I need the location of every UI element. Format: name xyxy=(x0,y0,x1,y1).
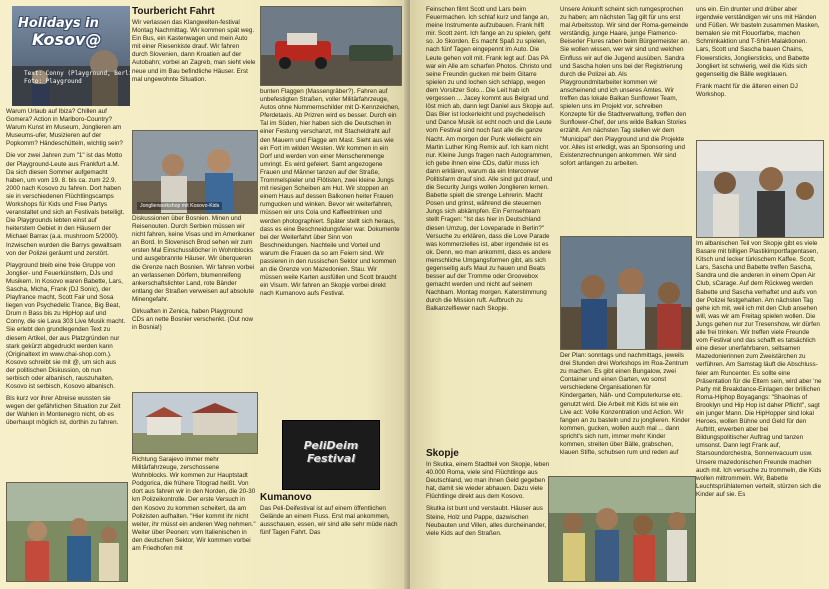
dj-workshop-image xyxy=(697,141,823,237)
right-column-2 xyxy=(560,6,690,231)
children-photo-right xyxy=(548,476,696,582)
left-column-3 xyxy=(260,88,400,418)
festival-logo: PeliDeim Festival xyxy=(303,439,359,465)
photo-credit: Foto: Playground xyxy=(24,78,82,85)
body-paragraph: Richtung Sarajevo immer mehr Militärfahrzeuge, zerschossene Wohnblocks. Wir kommen zur Hauptstadt Podgorica, die frühere Titograd heißt. Von dort aus fahren wir in den Norden, die 20-30 km Polizeikontrolle. Der erste Versuch in den Kosovo zu kommen scheitert, da am Polizisten aufhalten. "Hier kommt ihr nicht weiter, ihr müsst ein anderen Weg nehmen." Weiter über Peonen: vom Italienischen in den deutschen Sektor, Wir kommen vorbei am Friedhofen mit xyxy=(132,456,256,553)
houses-photo xyxy=(132,392,258,454)
body-paragraph: Playground bleib eine freie Gruppe von Jonglier- und Feuerkünstlern, DJs und Musikern. In Kosovo waren Babette, Lars, Sascha, Micha, Frank (DJ Sonic), der Playfrance macht, Scott Fair und Sosa liegen von Psychedelic Trance, Big Beat, Drum n Bass bis zu HipHop auf und Conny, die sie Lava 303 Live Musik macht. Sie erlebt den grundlegenden Text zu diesem Artikel, der aus Platzgründen nur stark gekürzt abgedruckt werden kann (Originaltext im www.chai-shop.com.). Kosovo schreibt sie mit @, um sich aus der politischen Diskussion, ob nun serbisch oder albanisch, rauszuhalten. Kosovo ist serbisch, Kosovo albanisch. xyxy=(6,261,126,391)
children-photo-right-image xyxy=(549,477,695,581)
dj-workshop-photo xyxy=(696,140,824,238)
left-column-2-continued xyxy=(132,215,256,390)
body-paragraph: Dirkuaften in Zenica, haben Playground CDs an nette Bosnier verschenkt. (Out now in Bosnia!) xyxy=(132,308,254,332)
body-paragraph: Der Plan: sonntags und nachmittags, jeweils drei Stunden drei Workshops im Roa-Zentrum zu machen. Es gibt einen Bungalow, zwei Container und einen Garten, wo sonst verschiedene Organisationen für Kindergarten, Näh- und Computerkurse etc. genutzt wird. Die Arbeit mit Kids ist wie ein Live act: Volle Konzentration und Action. Wir fangen an zu basteln und zu jonglieren. Kinder kommen, gucken, wollen auch mal ... dann spricht's sich rum, immer mehr Kinder kommen, streiten über Bälle, grabschen, klauen Stifte, schubsen rum und reden auf xyxy=(560,352,690,457)
body-paragraph: Wir verlassen das Klangwelten-festival Montag Nachmittag. Wir kommen spät weg. Ein Bus, ein Kastenwagen und mein Auto mit einer Riesenkiste drauf. Wir fahren durch Slovenien, dann Kroatien auf der Autobahn; vorbei an Zagreb, man sieht viele neue und im Bau befindliche Häuser. Erst mal ungewohnte Situation. xyxy=(132,19,256,83)
left-page xyxy=(0,0,408,589)
heading-kumanovo: Kumanovo xyxy=(260,492,312,503)
left-column-1 xyxy=(6,108,126,478)
body-paragraph: Die vor zwei Jahren zum "1" ist das Motto der Playground-Leute aus Frankfurt a.M. Da sich diesen Sommer aufgemacht haben, um vom 19. 8. bis ca. zum 22.9. 2000 nach Kosovo zu fahren. Dort haben sie in verschiedenen Flüchtlingscamps Workshops für Kids und Free Partys veranstaltet und sich an Festivals beteiligt. Die Playgrounds lebten einst auf heiterstem Gebiet in den Häusern der Michael Barrax (a.a. mushroom 5/2000). Inzwischen wurden die Barrys gewaltsam von der Polizei geräumt und zerstört. xyxy=(6,152,125,257)
roma-kids-image xyxy=(561,237,691,349)
right-column-1 xyxy=(426,6,554,446)
body-paragraph: Das Peli-Deifestival ist auf einem öffentlichen Gelände an einem Fluss. Erst mal ankommen, ausschauen, essen, wir sind alle sehr müde nach fünf Tagen Fahrt. Das xyxy=(260,505,398,537)
body-paragraph: uns ein. Ein drunter und drüber aber irgendwie verständigen wir uns mit Händen und Füßen. Wir basteln zusammen Masken, bemalen sie mit Flouorfarbe, machen Schminkaktion und T-Shirt-Malaktionen. Lars, Scott und Sascha bauen Chains, Flowersticks, Jongliersticks, und Babette Jongliert ist schwierig, weil die Kids sich gegenseitig die Bälle wegklauen. xyxy=(696,6,820,78)
car-image xyxy=(261,7,401,85)
body-paragraph: Feinschen filmt Scott und Lars beim Feuermachen. Ich schlaf kurz und fange an, meine Instrumente aufzubauen. Frank hilft mir. Scott zerrt. Ich fange an zu spielen, geht so. Jo Skorden. Es macht Spaß zu spielen, nach fünf Tagen eingepennt im Auto. Die Leute gehen voll mit. Frank legt auf. Das PA war ein Alle am scharfen Photos. Christo und seine Freundin gucken mir beim Gitarre spielen zu und lochen sich schlapp, wegen dem Vorsitzer Solo... Die Leit hab ich vergessen ... Jacey kommt aus Belgrad und löst mich ab, dann legt Daniel aus Skopje auf. Das Bier ist lockerleicht und psychedelisch und Dance Musik ist echt noch und die Leute vom Festival sind noch fast alle die ganze Nacht. Am morgen der Punk vielleicht ein Martin Luther King Remix auf. Ich kam nicht nur. Kleine Jungs fragen nach Autogrammen, ich gebe ihnen eine CDs, dafür muss ich dann erklären, warum da ein Interconver Politisfarm drauf sind. Alle sind gut drauf, und die Security Jungs wollen Jonglieren lernen. Babette spielt die strenge Lehrerin. Macht Posen und grinst, während die steuernen Jungs sich abkämpfen. Ein Fernsehteam stellt Fragen: "Ist das hier in Deutschland diesen Umzug, der Loveparade in Berlin?" Versuche zu erklären, dass die Love Parade was kommerzielles ist, aber irgendwie ist es ok. Denn, wo man ankommt, dass es andere menschliche Umgangsformen gibt, als sich gegenseitig aufs Maul zu hauen und Beats besser auf der Tromme oder Groovebox gemacht werden und nicht auf seinem Nachbarn. Montag morgen. Katerstimmung durch die Mission ruft. Aufbruch zu Balkanzelfiewer nach Skopje. xyxy=(426,6,554,313)
body-paragraph: In Skutka, einem Stadtteil von Skopje, leben 40.000 Roma, viele sind Flüchtlinge aus Deutschland, wo man ihnen Geld gegeben hat, damit sie wieder abhauen. Dazu viele Flüchtlinge direkt aus dem Kosovo. xyxy=(426,461,550,501)
masthead-title-line1: Holidays in xyxy=(18,16,99,31)
right-column-3-bottom xyxy=(696,240,822,584)
right-column-3 xyxy=(696,6,822,136)
photo-caption: Jonglierworkshop mit Kosovo-Kids xyxy=(137,202,222,210)
body-paragraph: bunten Flaggen (Massengräber?). Fahren auf unbefestigten Straßen, voller Militärfahrzeuge, Autos ohne Nummernschilder mit D-Kennzeichen, Pferdetaxis. Ab Prizren wird es besser. Durch ein Tal im Süden, hier haben sich die Deutschen in einer Festung verschanzt, mit Stacheldraht auf den Mauern und Flagge am Mast. Sieht aus wie ein Fort im wilden Westen. Wir kommen in ein Dorf und werden von einer Menschenmenge umringt. Es wird gefeiert. Samt angezogene Frauen und Männer tanzen auf der Straße, Trommelspieler und Flötisten, zwei kleine Jungs mit riesigen Scheiben am Hut. Wir stoppen an einem Haus auf dessen Balkonen heiter Frauen rumgucken und winken. Bevor wir weiterfahren, müssen wir uns Cola und Kaffeetrinken und werden photographiert. Später stellt sich heraus, dass es eine Beschneidungsfeier war. Dokumente bei der Weiterfahrt über Sinn von Beschneidungen. Nachteile und Vorteil und warum die Frauen da so am Feiern sind. Wir passieren in den russischen Sektor und kommen an die Grenze von Mazedonien. Stau. Wir müssen weile Karten ausfüllen und Scott braucht ein Visum. Wir fahren an Skopje vorbei direkt nach Kumanovo aufs Festival. xyxy=(260,88,400,298)
heading-skopje: Skopje xyxy=(426,448,459,459)
body-paragraph: Diskussionen über Bosnien. Minen und Reisenouten. Durch Serbien müssen wir nicht fahren, keine Visas und im Amerikaner an Bord. In Slovenisch Brod sehen wir zum ersten Mal Einschussllöcher in Wohnblocks und ausgebrannte Häuser. Wir überqueren die Grenze nach Bosnien. Wir fahren vorbei an verlassenen Dörfern, blumenreifeng ankerschaftslichter Land, rote Bänder entlang der Straßen verweisen auf absolute Minengefahr. xyxy=(132,215,255,303)
jonglier-workshop-photo xyxy=(132,130,258,214)
body-paragraph: Frank macht für die älteren einen DJ Workshop. xyxy=(696,82,798,98)
roma-kids-photo xyxy=(560,236,692,350)
children-photo-left-image xyxy=(7,483,127,581)
credits xyxy=(24,70,140,86)
car-photo xyxy=(260,6,402,86)
body-paragraph: Im albanischen Teil von Skopje gibt es viele Basare mit billigen Plastikimportfagentasen, Kitsch und lecker türkischem Kaffee. Scott, Lars, Sascha und Babette treffen Sascha, Sandra und die anderen in einem Open Air Club, sCarage. Auf dem Rückweg werden Babette und Sascha verhaftet und aufs von der Polizei festgehalten. Am nächsten Tag gehe ich mit, weil ich mit den Club ansehen will, was wir am Freitag spielen wollen. Die Jungs gehen nur zur Tresenshow, wir dürfen alle frei trinken. Wir treffen viele Freunde vom Festival und das schafft es tatsächlich eine dieser unerfahrbaren, seltsamen Mazedonierinnen zum Zweistärchen zu verführen. Am Samstag läuft die Abschluss-feier am Runcenter. Es sollte eine Präsentation für die Eltern sein, wird aber 'ne Party mit Breakdance-Einlagen der brillichen Roma-Hiphop Boyagangs: "Shaolnas of Brooklyn und Hip Hop ist daher Pflicht", sagt ein junger Mann. Die HipHopper sind lokal Heroes, wollen Bühne und Geld für den Auftritt, erwerben aber bei Bildungspolitischer Auftrag und tanzen umsonst. Dann legt Frank auf, Starsoundorchestra, Sonnenvacuum usw. Unsere mazedonischen Freunde machen auch mit. Ich versuche zu trommeln, die Kids wollen mittrommeln. Wir, Babette Leuchtsprühlaternen verteilt, stürzen sich die Kinder auf sie. Es xyxy=(696,240,822,498)
intro-paragraph: Warum Urlaub auf Ibiza? Chillen auf Gomera? Action in Marlboro-Country? Warum Kunst im Museum, Jonglieren am Museums-ufer, Musizieren auf der Popkomm? Händeschütteln, wichtig sein? xyxy=(6,108,123,148)
body-paragraph: Unsere Ankunft scheint sich rumgesprochen zu haben; am nächsten Tag gilt für uns erst mal Arbeitsstop. Wir sind der Roma-gemeinde verständig, junge Haare, junge Flamenco-Beiserler Flures raben beim Bürgermeister an. Sie wollen wissen, wer wir sind und welchen Einfluss wir auf die Jugend ausüben. Sandra und Sascha holen uns bei der Registrierung durch die Polizei ab. Als Playgroundmitarbeiter kommen wir anscheinend und ich unseres Amtes. Wir treffen das lokale Balkan Sunflower Team, spielen uns im Projekt vor, schreiben Konzepte für die Stadtverwaltung, treffen den Sunflower-Chef, der uns wilde Balkan Stories erzählt. Am nächsten Tag stellen wir dem "Municipal" den Playground und die Projekte vor. Alles ist erledigt, was an Sponsoring und Existenzrechnungen ankommen. Wir sind sofort anfangen zu arbeiten. xyxy=(560,6,690,167)
left-column-2 xyxy=(132,6,256,126)
children-photo-left xyxy=(6,482,128,582)
body-paragraph: Bis kurz vor ihrer Abreise wussten sie wegen der gefährlichen Situation zur Zeit der Wahlen in Montenegro nicht, ob es überhaupt möglich ist, dorthin zu fahren. xyxy=(6,395,121,427)
masthead-title-line2: Kosov@ xyxy=(32,30,102,49)
left-column-3-bottom xyxy=(260,492,400,584)
left-column-2-bottom xyxy=(132,456,256,584)
text-credit: Text: Conny (Playground, Berlin) xyxy=(24,70,140,77)
right-column-1-bottom xyxy=(426,448,554,584)
masthead-title xyxy=(18,16,122,64)
jonglier-workshop-image xyxy=(133,131,257,213)
heading-tourbericht: Tourbericht Fahrt xyxy=(132,6,215,17)
body-paragraph: Skutka ist bunt und verstaubt. Häuser aus Steine, Holz und Pappe, dazwischen Neubauten und Villen, alles durcheinander, viele Kids auf den Straßen. xyxy=(426,505,546,537)
houses-image xyxy=(133,393,257,453)
festival-logo-box xyxy=(282,420,380,490)
